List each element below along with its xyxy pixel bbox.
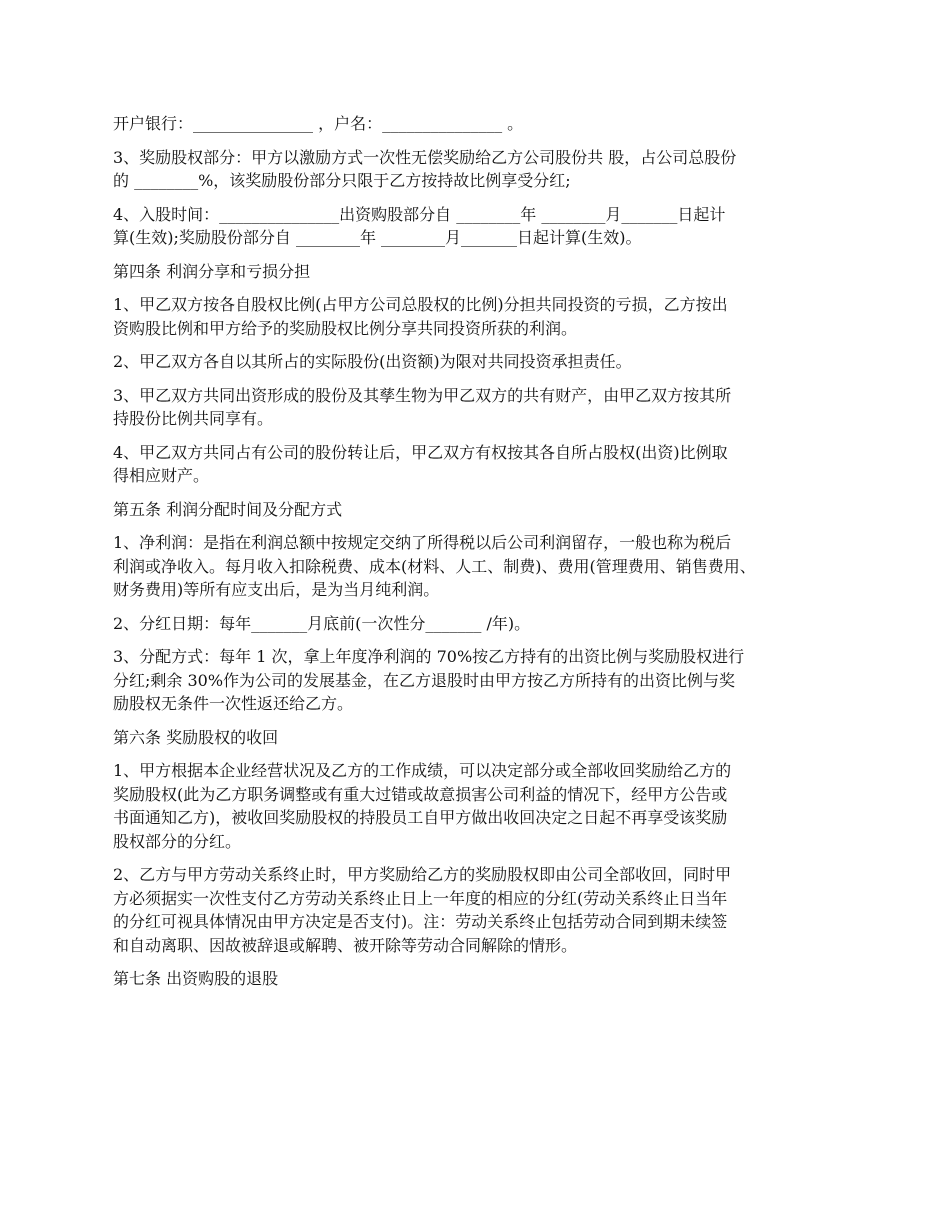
text-line: 第五条 利润分配时间及分配方式: [113, 499, 343, 519]
text-line: 书面通知乙方)，被收回奖励股权的持股员工自甲方做出收回决定之日起不再享受该奖励: [113, 808, 728, 827]
distribution-clause-1: [113, 531, 833, 602]
article-5-heading: [113, 498, 833, 522]
text-line: 开户银行：_______________ ，户名：_______________ 。: [113, 114, 524, 133]
text-line: 1、甲方根据本企业经营状况及乙方的工作成绩，可以决定部分或全部收回奖励给乙方的: [113, 761, 732, 780]
text-line: 4、入股时间：_______________出资购股部分自 ________年 ________月_______日起计: [113, 204, 726, 224]
article-6-heading: [113, 726, 833, 750]
recovery-clause-1: [113, 759, 833, 853]
text-line: 的分红可视具体情况由甲方决定是否支付)。注：劳动关系终止包括劳动合同到期未续签: [113, 912, 728, 931]
text-line: 1、甲乙双方按各自股权比例(占甲方公司总股权的比例)分担共同投资的亏损，乙方按出: [113, 295, 728, 314]
profit-loss-clause-2: [113, 350, 833, 374]
text-line: 的 ________%，该奖励股份部分只限于乙方按持故比例享受分红;: [113, 171, 571, 190]
text-line: 1、净利润：是指在利润总额中按规定交纳了所得税以后公司利润留存，一般也称为税后: [113, 533, 732, 552]
text-line: 奖励股权(此为乙方职务调整或有重大过错或故意损害公司利益的情况下，经甲方公告或: [113, 784, 728, 804]
text-line: 第四条 利润分享和亏损分担: [113, 261, 311, 281]
share-time-paragraph: [113, 203, 833, 250]
text-line: 算(生效);奖励股份部分自 ________年 ________月_______日起计算(生效)。: [113, 228, 642, 247]
article-4-heading: [113, 260, 833, 284]
text-line: 股权部分的分红。: [113, 831, 242, 851]
text-line: 第六条 奖励股权的收回: [113, 727, 279, 747]
text-line: 利润或净收入。每月收入扣除税费、成本(材料、人工、制费)、费用(管理费用、销售费用、: [113, 556, 756, 576]
bank-account-paragraph: [113, 112, 833, 136]
text-line: 2、分红日期：每年_______月底前(一次性分_______ /年)。: [113, 613, 531, 633]
distribution-clause-2: [113, 612, 833, 636]
text-line: 分红;剩余 30%作为公司的发展基金，在乙方退股时由甲方按乙方所持有的出资比例与奖: [113, 670, 736, 690]
text-line: 2、甲乙双方各自以其所占的实际股份(出资额)为限对共同投资承担责任。: [113, 352, 632, 371]
text-line: 3、甲乙双方共同出资形成的股份及其孳生物为甲乙双方的共有财产，由甲乙双方按其所: [113, 385, 732, 405]
text-line: 和自动离职、因故被辞退或解聘、被开除等劳动合同解除的情形。: [113, 935, 578, 955]
text-line: 3、奖励股权部分：甲方以激励方式一次性无偿奖励给乙方公司股份共 股，占公司总股份: [113, 147, 737, 167]
text-line: 资购股比例和甲方给予的奖励股权比例分享共同投资所获的利润。: [113, 318, 578, 338]
text-line: 4、甲乙双方共同占有公司的股份转让后，甲乙双方有权按其各自所占股权(出资)比例取: [113, 442, 728, 462]
profit-loss-clause-3: [113, 384, 833, 431]
recovery-clause-2: [113, 863, 833, 957]
reward-equity-paragraph: [113, 146, 833, 193]
profit-loss-clause-1: [113, 293, 833, 340]
article-7-heading: [113, 967, 833, 991]
profit-loss-clause-4: [113, 441, 833, 488]
text-line: 财务费用)等所有应支出后，是为当月纯利润。: [113, 580, 440, 599]
text-line: 3、分配方式：每年 1 次，拿上年度净利润的 70%按乙方持有的出资比例与奖励股权进行: [113, 647, 745, 666]
text-line: 2、乙方与甲方劳动关系终止时，甲方奖励给乙方的奖励股权即由公司全部收回，同时甲: [113, 865, 732, 884]
text-line: 得相应财产。: [113, 466, 210, 485]
text-line: 励股权无条件一次性返还给乙方。: [113, 694, 354, 713]
distribution-clause-3: [113, 645, 833, 716]
text-line: 持股份比例共同享有。: [113, 409, 274, 428]
text-line: 方必须据实一次性支付乙方劳动关系终止日上一年度的相应的分红(劳动关系终止日当年: [113, 888, 728, 908]
text-line: 第七条 出资购股的退股: [113, 969, 279, 988]
document-page: [113, 112, 833, 1001]
